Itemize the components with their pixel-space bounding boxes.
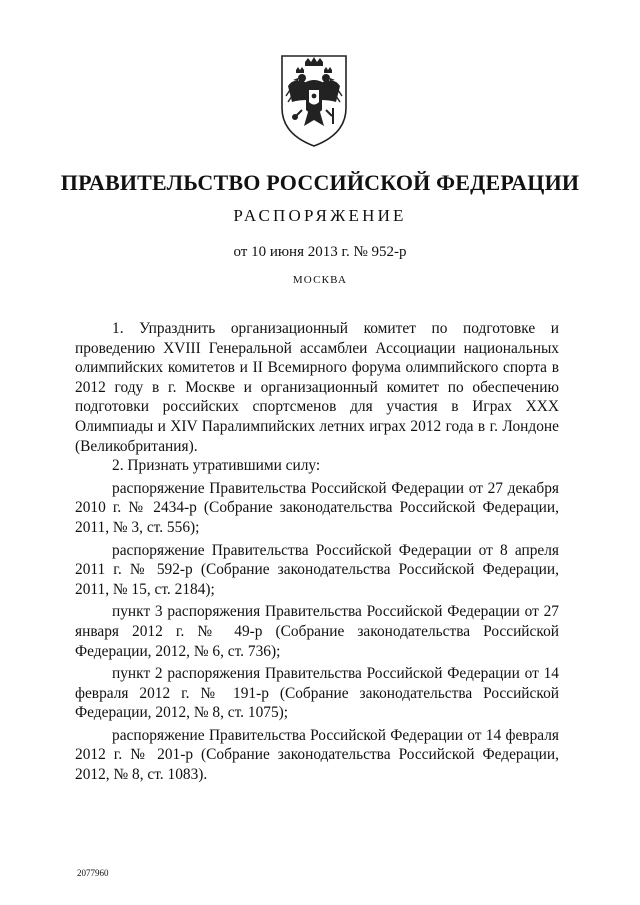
document-body [75,319,559,785]
paragraph-abolish-committees: 1. Упразднить организационный комитет по подготовке и проведению XVIII Генеральной ассамблеи Ассоциации национальных олимпийских комитетов и II Всемирного форума олимпийского спорта в 2012 году в г. Москве и организационный комитет по обеспечению подготовки российских спортсменов для участия в Играх XXX Олимпиады и XIV Паралимпийских летних играх 2012 года в г. Лондоне (Великобритания). [75,320,559,455]
document-type: РАСПОРЯЖЕНИЕ [233,206,407,225]
list-item: распоряжение Правительства Российской Федерации от 14 февраля 2012 г. № 201-р (Собрание законодательства Российской Федерации, 2012, № 8, ст. 1083). [75,726,559,784]
document-date-number: от 10 июня 2013 г. № 952-р [233,244,407,260]
list-item: распоряжение Правительства Российской Федерации от 8 апреля 2011 г. № 592-р (Собрание законодательства Российской Федерации, 2011, № 15, ст. 2184); [75,541,559,598]
double-headed-eagle-emblem-icon [272,50,356,150]
list-item: распоряжение Правительства Российской Федерации от 27 декабря 2010 г. № 2434-р (Собрание законодательства Российской Федерации, 2011, № 3, ст. 556); [75,479,559,536]
paragraph-repeal-heading: 2. Признать утратившими силу: [112,457,321,475]
document-city: МОСКВА [292,274,348,286]
document-code: 2077960 [77,868,109,878]
list-item: пункт 2 распоряжения Правительства Российской Федерации от 14 февраля 2012 г. № 191-р (Собрание законодательства Российской Федерации, 2012, № 8, ст. 1075); [75,665,559,722]
list-item: пункт 3 распоряжения Правительства Российской Федерации от 27 января 2012 г. № 49-р (Собрание законодательства Российской Федерации, 2012, № 6, ст. 736); [75,603,559,660]
government-title: ПРАВИТЕЛЬСТВО РОССИЙСКОЙ ФЕДЕРАЦИИ [60,170,580,195]
